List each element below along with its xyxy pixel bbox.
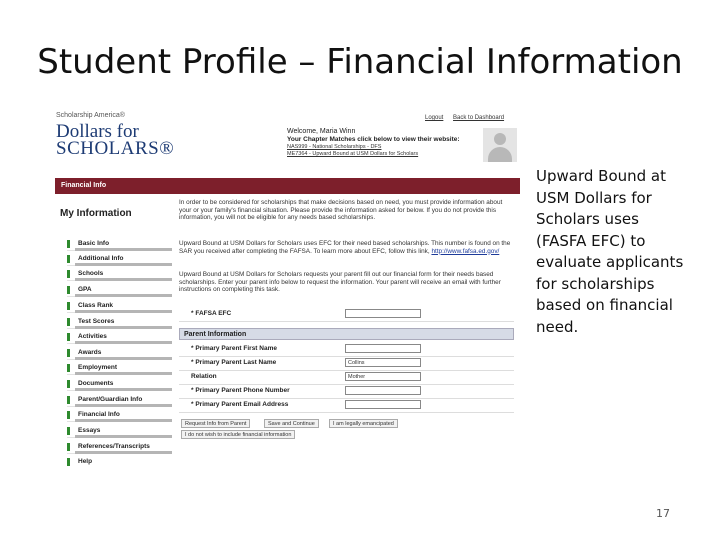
- parent-first-name-input[interactable]: [345, 344, 421, 353]
- progress-bar: [75, 435, 172, 438]
- chapter-link-1[interactable]: NAS999 - National Scholarships - DFS: [287, 144, 382, 150]
- emancipated-button[interactable]: I am legally emancipated: [329, 419, 398, 428]
- parent-last-name-label: * Primary Parent Last Name: [191, 359, 277, 366]
- status-mark-icon: [67, 458, 70, 466]
- slide-caption: Upward Bound at USM Dollars for Scholars uses (FASFA EFC) to evaluate applicants for scholarships based on financial need.: [536, 167, 684, 336]
- avatar-body-icon: [488, 147, 512, 162]
- status-mark-icon: [67, 349, 70, 357]
- sidebar-item-employment[interactable]: [67, 362, 172, 375]
- dashboard-link[interactable]: Back to Dashboard: [453, 115, 505, 121]
- slide-title: Student Profile – Financial Information: [37, 42, 683, 82]
- sidebar-item-label: Help: [78, 458, 93, 465]
- parent-phone-row: [179, 384, 514, 399]
- sidebar-item-label: Essays: [78, 427, 101, 434]
- status-mark-icon: [67, 270, 70, 278]
- status-mark-icon: [67, 302, 70, 310]
- progress-bar: [75, 278, 172, 281]
- parent-info-heading: Parent Information: [179, 328, 514, 340]
- efc-text: Upward Bound at USM Dollars for Scholars uses EFC for their need based scholarships. This number is found on the SAR you received after completing the FAFSA. To learn more about EFC, follow this link,: [179, 240, 511, 255]
- parent-last-name-input[interactable]: Collins: [345, 358, 421, 367]
- sidebar-item-references[interactable]: [67, 441, 172, 454]
- status-mark-icon: [67, 255, 70, 263]
- website-screenshot: [55, 108, 520, 468]
- status-mark-icon: [67, 396, 70, 404]
- welcome-greeting: Welcome, Maria Winn: [287, 128, 356, 135]
- status-mark-icon: [67, 380, 70, 388]
- sidebar-item-class-rank[interactable]: [67, 300, 172, 313]
- parent-first-name-label: * Primary Parent First Name: [191, 345, 277, 352]
- sidebar-title: My Information: [60, 208, 132, 219]
- sidebar-item-label: Schools: [78, 270, 104, 277]
- status-mark-icon: [67, 318, 70, 326]
- status-mark-icon: [67, 411, 70, 419]
- brand-label: Scholarship America®: [56, 112, 125, 119]
- relation-label: Relation: [191, 373, 217, 380]
- parent-email-input[interactable]: [345, 400, 421, 409]
- welcome-box: [287, 128, 477, 158]
- progress-bar: [75, 341, 172, 344]
- sidebar-item-awards[interactable]: [67, 347, 172, 360]
- logout-link[interactable]: Logout: [425, 115, 444, 121]
- progress-bar: [75, 357, 172, 360]
- progress-bar: [75, 419, 172, 422]
- efc-input[interactable]: [345, 309, 421, 318]
- sidebar-item-financial-info[interactable]: [67, 409, 172, 422]
- sidebar-item-parent-guardian[interactable]: [67, 394, 172, 407]
- sidebar-item-label: GPA: [78, 286, 92, 293]
- progress-bar: [75, 248, 172, 251]
- efc-explanation: [179, 240, 514, 255]
- sidebar-item-label: Class Rank: [78, 302, 114, 309]
- sidebar-item-activities[interactable]: [67, 331, 172, 344]
- section-bar: [55, 178, 520, 194]
- sidebar-item-gpa[interactable]: [67, 284, 172, 297]
- save-continue-button[interactable]: Save and Continue: [264, 419, 319, 428]
- sidebar-item-label: Documents: [78, 380, 114, 387]
- fafsa-link[interactable]: http://www.fafsa.ed.gov/: [431, 247, 500, 255]
- relation-row: [179, 370, 514, 385]
- sidebar-item-documents[interactable]: [67, 378, 172, 391]
- chapter-matches: Your Chapter Matches click below to view their website:: [287, 136, 460, 143]
- progress-bar: [75, 451, 172, 454]
- parent-last-name-row: [179, 356, 514, 371]
- status-mark-icon: [67, 364, 70, 372]
- progress-bar: [75, 388, 172, 391]
- progress-bar: [75, 326, 172, 329]
- progress-bar: [75, 372, 172, 375]
- parent-email-row: [179, 398, 514, 413]
- logo-line2: SCHOLARS®: [56, 138, 175, 159]
- parent-request-text: Upward Bound at USM Dollars for Scholars requests your parent fill out our financial form for their needs based scholarships. Enter your parent info below to request the information. Your parent will receive an email with further instructions on completing this task.: [179, 271, 501, 294]
- page-number: 17: [656, 507, 670, 520]
- sidebar-item-essays[interactable]: [67, 425, 172, 438]
- status-mark-icon: [67, 286, 70, 294]
- efc-row: [179, 307, 514, 322]
- chapter-link-2[interactable]: ME7364 - Upward Bound at USM Dollars for Scholars: [287, 151, 419, 157]
- section-bar-label: Financial Info: [61, 182, 107, 189]
- avatar-head-icon: [494, 133, 506, 145]
- parent-email-label: * Primary Parent Email Address: [191, 401, 289, 408]
- need-intro-text: In order to be considered for scholarships that make decisions based on need, you must provide information about your or your family's financial situation. Please provide the information asked for below. If you do not provide this information, you will not be eligible for any needs based scholarships.: [179, 199, 503, 222]
- status-mark-icon: [67, 240, 70, 248]
- efc-label: * FAFSA EFC: [191, 310, 232, 317]
- status-mark-icon: [67, 427, 70, 435]
- progress-bar: [75, 310, 172, 313]
- sidebar-item-label: Financial Info: [78, 411, 120, 418]
- sidebar-item-label: Additional Info: [78, 255, 124, 262]
- status-mark-icon: [67, 443, 70, 451]
- parent-phone-label: * Primary Parent Phone Number: [191, 387, 290, 394]
- sidebar: [55, 196, 173, 468]
- sidebar-item-help[interactable]: [67, 456, 172, 468]
- progress-bar: [75, 404, 172, 407]
- sidebar-item-schools[interactable]: [67, 268, 172, 281]
- sidebar-item-additional-info[interactable]: [67, 253, 172, 266]
- sidebar-item-label: Employment: [78, 364, 118, 371]
- sidebar-item-label: References/Transcripts: [78, 443, 150, 450]
- decline-financial-button[interactable]: I do not wish to include financial information: [181, 430, 295, 439]
- request-info-button[interactable]: Request Info from Parent: [181, 419, 250, 428]
- sidebar-item-label: Awards: [78, 349, 102, 356]
- sidebar-item-label: Activities: [78, 333, 107, 340]
- top-links: [425, 115, 512, 121]
- sidebar-item-label: Test Scores: [78, 318, 115, 325]
- sidebar-item-test-scores[interactable]: [67, 316, 172, 329]
- progress-bar: [75, 263, 172, 266]
- avatar: [483, 128, 517, 162]
- status-mark-icon: [67, 333, 70, 341]
- sidebar-item-label: Parent/Guardian Info: [78, 396, 143, 403]
- parent-phone-input[interactable]: [345, 386, 421, 395]
- parent-first-name-row: [179, 342, 514, 357]
- relation-select[interactable]: Mother: [345, 372, 421, 381]
- sidebar-item-label: Basic Info: [78, 240, 110, 247]
- progress-bar: [75, 294, 172, 297]
- sidebar-item-basic-info[interactable]: [67, 238, 172, 251]
- logo-line1: Dollars for: [56, 121, 139, 142]
